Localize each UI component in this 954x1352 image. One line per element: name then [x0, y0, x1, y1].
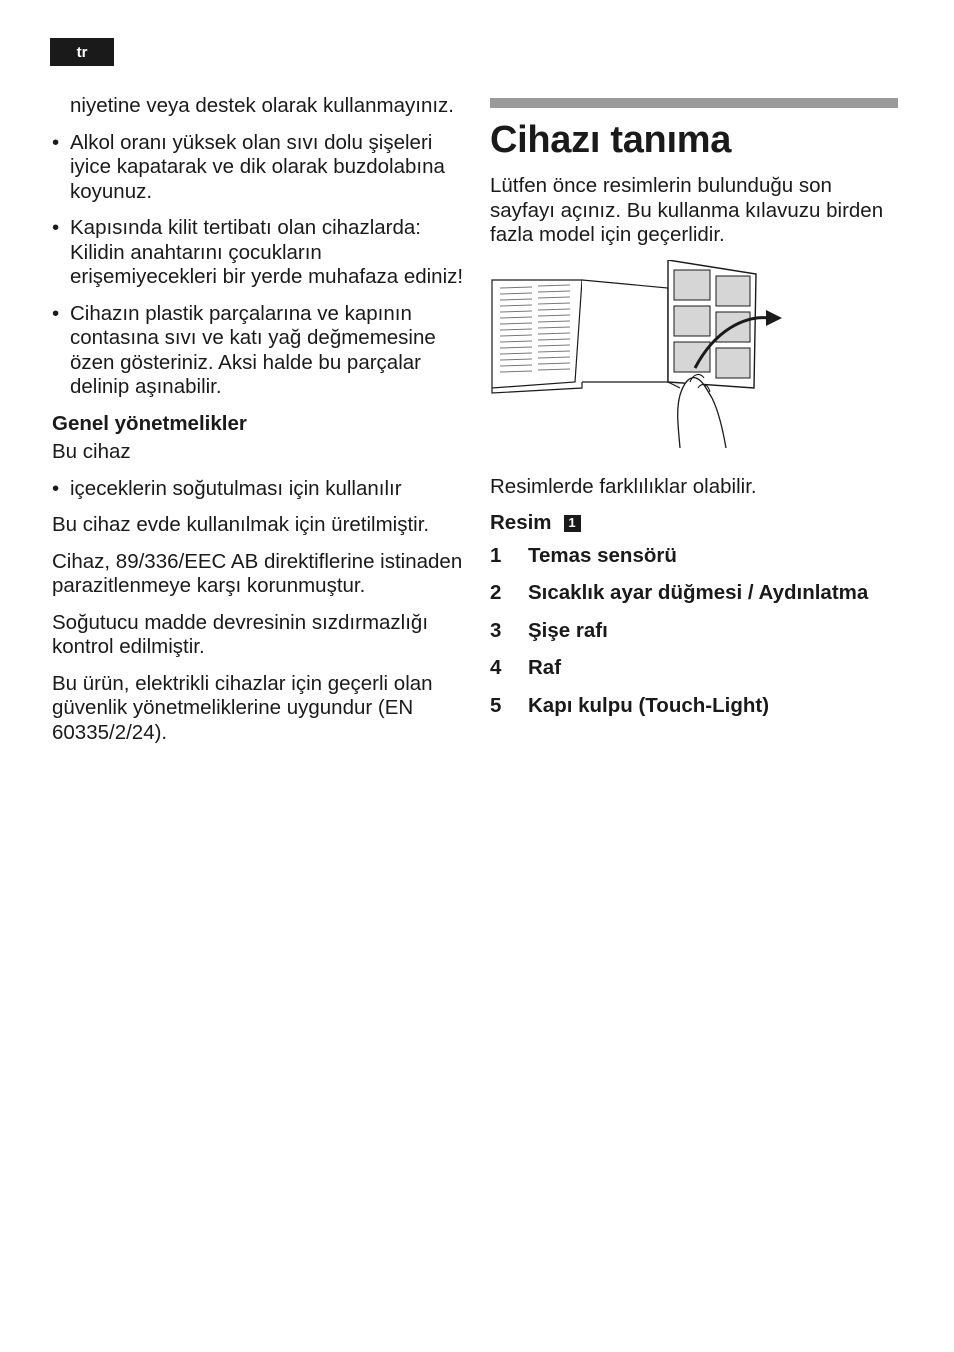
- language-badge: tr: [50, 38, 114, 66]
- list-item: 4 Raf: [490, 656, 562, 679]
- section-rule: [490, 98, 898, 108]
- list-item: 5 Kapı kulpu (Touch-Light): [490, 693, 770, 717]
- continuation-text: niyetine veya destek olarak kullanmayınız.: [70, 94, 455, 117]
- paragraph: Cihaz, 89/336/EEC AB direktiflerine istinaden parazitlenmeye karşı korunmuştur.: [52, 549, 463, 597]
- figure-label: Resim: [490, 511, 552, 534]
- page-title: Cihazı tanıma: [490, 119, 732, 161]
- usage-bullet-list: [52, 477, 467, 502]
- figure-number-badge: 1: [564, 515, 581, 532]
- parts-list: [490, 544, 898, 719]
- list-item: • Kapısında kilit tertibatı olan cihazlarda: Kilidin anahtarını çocukların erişemiyecekleri bir yerde muhafaza ediniz!: [52, 216, 467, 290]
- left-column: [52, 94, 467, 757]
- intro-text: Lütfen önce resimlerin bulunduğu son sayfayı açınız. Bu kullanma kılavuzu birden fazla model için geçerlidir.: [490, 174, 884, 246]
- intro-text: Bu cihaz: [52, 440, 131, 463]
- paragraph: Bu cihaz evde kullanılmak için üretilmiştir.: [52, 513, 430, 536]
- figure-reference: [490, 511, 898, 536]
- paragraph: Soğutucu madde devresinin sızdırmazlığı kontrol edilmiştir.: [52, 610, 429, 658]
- paragraph: Bu ürün, elektrikli cihazlar için geçerli olan güvenlik yönetmeliklerine uygundur (EN 60335/2/24).: [52, 671, 433, 744]
- safety-bullet-list: [52, 131, 467, 400]
- section-heading: Genel yönetmelikler: [52, 411, 247, 435]
- list-item: 3 Şişe rafı: [490, 618, 608, 642]
- list-item: 1 Temas sensörü: [490, 543, 677, 567]
- list-item: 2 Sıcaklık ayar düğmesi / Aydınlatma: [490, 581, 869, 604]
- list-item: • Alkol oranı yüksek olan sıvı dolu şişeleri iyice kapatarak ve dik olarak buzdolabına koyunuz.: [52, 131, 467, 205]
- right-column: [490, 98, 898, 731]
- figure-caption: Resimlerde farklılıklar olabilir.: [490, 474, 757, 498]
- list-item: • içeceklerin soğutulması için kullanılır: [52, 477, 467, 502]
- list-item: • Cihazın plastik parçalarına ve kapının contasına sıvı ve katı yağ değmemesine özen gösteriniz. Aksi halde bu parçalar delinip aşınabilir.: [52, 302, 467, 400]
- manual-illustration: [490, 260, 790, 450]
